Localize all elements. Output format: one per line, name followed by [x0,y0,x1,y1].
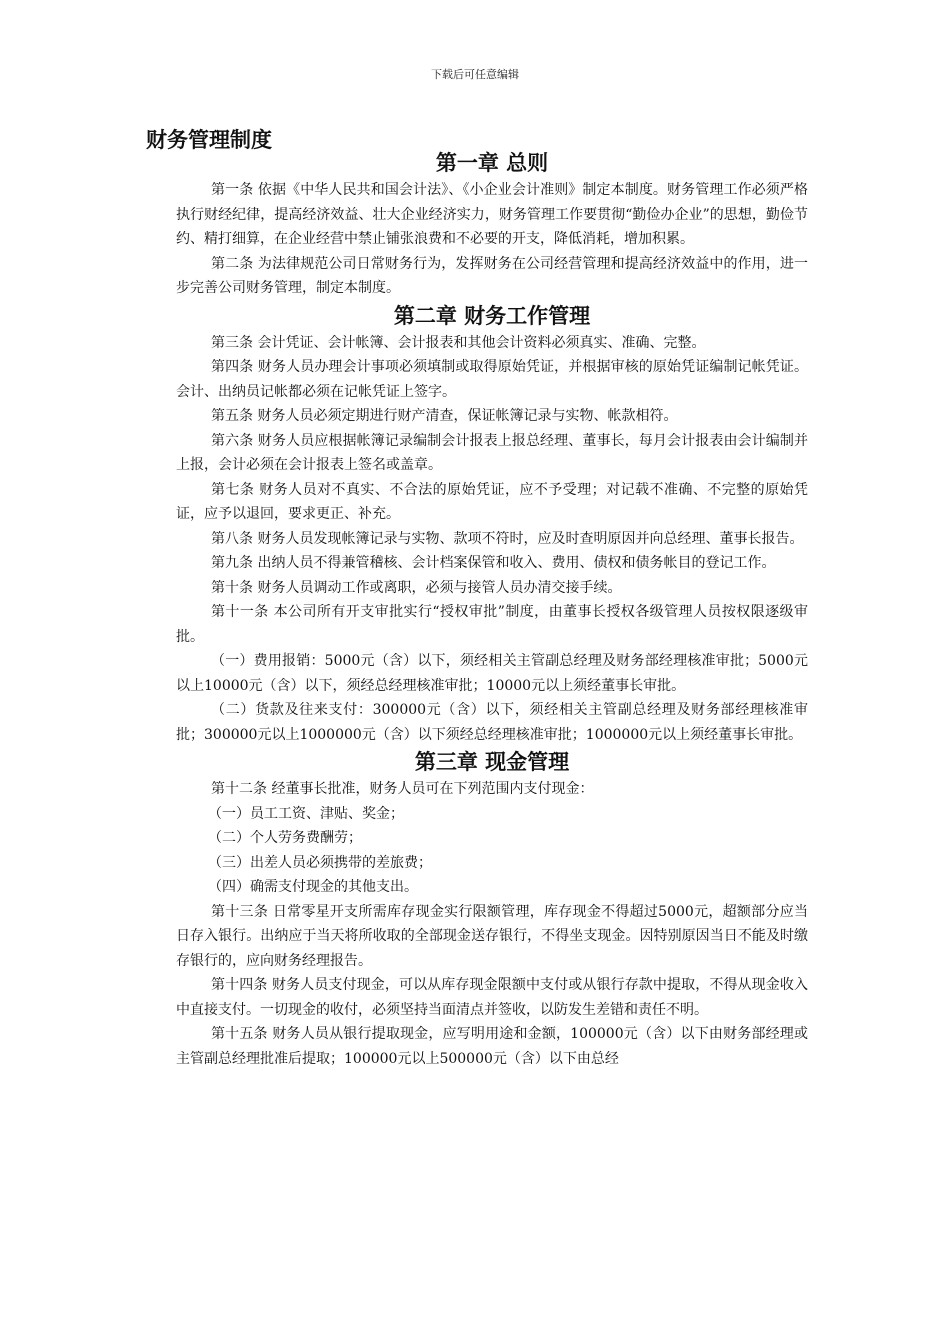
article-paragraph: 第六条 财务人员应根据帐簿记录编制会计报表上报总经理、董事长，每月会计报表由会计编制并上报，会计必须在会计报表上签名或盖章。 [176,432,808,473]
document-body [176,148,808,1071]
page-header: 下载后可任意编辑 [431,68,519,81]
article-paragraph: 第八条 财务人员发现帐簿记录与实物、款项不符时，应及时查明原因并向总经理、董事长报告。 [211,530,804,547]
article-paragraph: 第七条 财务人员对不真实、不合法的原始凭证，应不予受理；对记载不准确、不完整的原始凭证，应予以退回，要求更正、补充。 [176,481,808,522]
article-paragraph: 第十二条 经董事长批准，财务人员可在下列范围内支付现金： [211,781,594,797]
article-paragraph: （一）费用报销：5000元（含）以下，须经相关主管副总经理及财务部经理核准审批；5000元以上10000元（含）以下，须经总经理核准审批；10000元以上须经董事长审批。 [176,653,808,694]
article-paragraph: 第二条 为法律规范公司日常财务行为，发挥财务在公司经营管理和提高经济效益中的作用，进一步完善公司财务管理，制定本制度。 [176,255,808,296]
article-paragraph: 第十三条 日常零星开支所需库存现金实行限额管理，库存现金不得超过5000元，超额部分应当日存入银行。出纳应于当天将所收取的全部现金送存银行，不得坐支现金。因特别原因当日不能及时缴存银行的，应向财务经理报告。 [176,903,808,969]
article-paragraph: 第三条 会计凭证、会计帐簿、会计报表和其他会计资料必须真实、准确、完整。 [211,334,706,351]
chapter-title: 第一章 总则 [435,151,549,175]
chapter-title: 第二章 财务工作管理 [393,303,591,328]
article-paragraph: 第五条 财务人员必须定期进行财产清查，保证帐簿记录与实物、帐款相符。 [211,408,678,424]
list-item: （一）员工工资、津贴、奖金； [208,805,404,822]
article-paragraph: 第十四条 财务人员支付现金，可以从库存现金限额中支付或从银行存款中提取，不得从现金收入中直接支付。一切现金的收付，必须坚持当面清点并签收，以防发生差错和责任不明。 [176,977,808,1018]
article-paragraph: 第九条 出纳人员不得兼管稽核、会计档案保管和收入、费用、债权和债务帐目的登记工作。 [211,555,776,571]
article-paragraph: 第十条 财务人员调动工作或离职，必须与接管人员办清交接手续。 [211,579,622,596]
article-paragraph: 第十五条 财务人员从银行提取现金，应写明用途和金额，100000元（含）以下由财务部经理或主管副总经理批准后提取；100000元以上500000元（含）以下由总经 [176,1026,808,1067]
article-paragraph: 第四条 财务人员办理会计事项必须填制或取得原始凭证，并根据审核的原始凭证编制记帐凭证。会计、出纳员记帐都必须在记帐凭证上签字。 [176,359,808,400]
list-item: （四）确需支付现金的其他支出。 [208,879,418,895]
article-paragraph: 第一条 依据《中华人民共和国会计法》、《小企业会计准则》制定本制度。财务管理工作必须严格执行财经纪律，提高经济效益、壮大企业经济实力，财务管理工作要贯彻“勤俭办企业”的思想，勤俭节约、精打细算，在企业经营中禁止铺张浪费和不必要的开支，降低消耗，增加积累。 [176,182,808,247]
list-item: （三）出差人员必须携带的差旅费； [208,854,432,871]
article-paragraph: 第十一条 本公司所有开支审批实行“授权审批”制度，由董事长授权各级管理人员按权限逐级审批。 [176,604,808,645]
list-item: （二）个人劳务费酬劳； [208,830,362,846]
document-title: 财务管理制度 [146,128,272,152]
chapter-title: 第三章 现金管理 [414,750,570,774]
article-paragraph: （二）货款及往来支付：300000元（含）以下，须经相关主管副总经理及财务部经理核准审批；300000元以上1000000元（含）以下须经总经理核准审批；1000000元以上须经董事长审批。 [176,702,808,743]
